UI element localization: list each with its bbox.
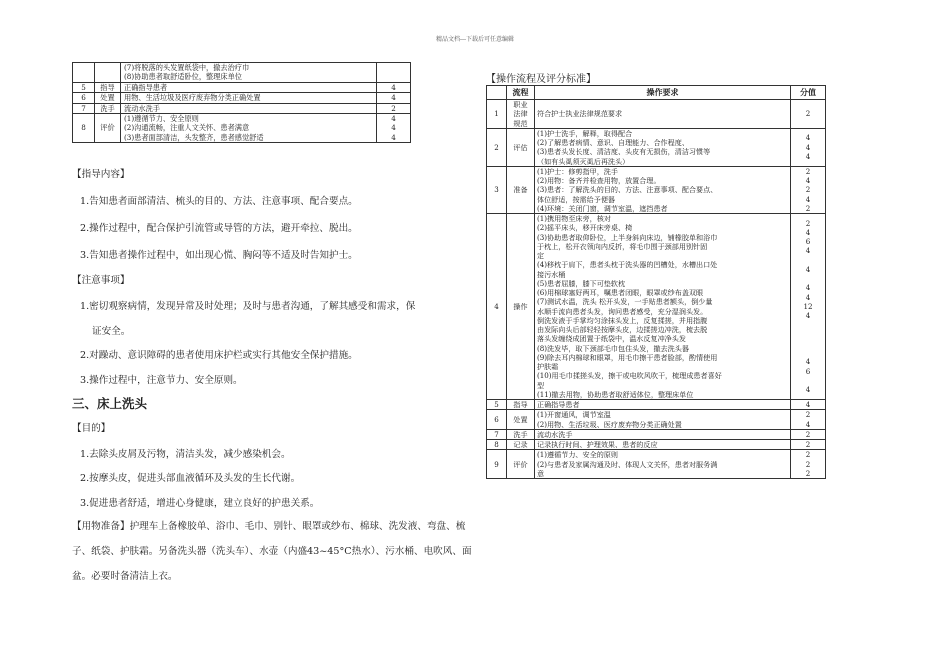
row-score: 4: [377, 82, 411, 92]
row-flow: 职业 法律 规范: [507, 100, 535, 129]
row-score: 4 4 4: [791, 128, 826, 166]
table-row: [487, 410, 826, 430]
purpose-item: 1.去除头皮屑及污物，清洁头发，减少感染机会。: [80, 449, 291, 460]
left-scoring-table: [72, 62, 411, 143]
row-score: 2: [377, 103, 411, 113]
row-requirement: 正确指导患者: [535, 400, 791, 410]
row-num: 7: [487, 429, 507, 439]
notes-item: 3.操作过程中，注意节力、安全原则。: [80, 375, 243, 386]
purpose-item: 2.按摩头皮，促进头部血液循环及头发的生长代谢。: [80, 473, 301, 484]
row-flow: 洗手: [507, 429, 535, 439]
row-flow: 评估: [507, 128, 535, 166]
row-num: 5: [487, 400, 507, 410]
row-requirement: 流动水洗手: [121, 103, 377, 113]
row-num: [73, 63, 95, 83]
table-row: [487, 440, 826, 450]
table-row: [487, 100, 826, 129]
row-num: 7: [73, 103, 95, 113]
table-row: [487, 400, 826, 410]
row-label: 指导: [95, 82, 121, 92]
row-label: 洗手: [95, 103, 121, 113]
guide-item: 1.告知患者面部清洁、梳头的目的、方法、注意事项、配合要点。: [80, 196, 358, 207]
row-requirement: (1)遵循节力、安全的原则 (2)与患者及家属沟通及时、体现人文关怀，患者对服务满 意: [535, 450, 791, 479]
table-row: [73, 63, 411, 83]
table-row: [487, 128, 826, 166]
table-row: [487, 429, 826, 439]
table-row: [73, 103, 411, 113]
table-row: [487, 166, 826, 213]
notes-item: 1.密切观察病情，发现异常及时处理；及时与患者沟通，了解其感受和需求，保: [80, 301, 416, 312]
row-score: 4: [791, 400, 826, 410]
table-header-row: [487, 86, 826, 100]
table-row: [73, 82, 411, 92]
row-flow: 记录: [507, 440, 535, 450]
row-requirement: 记录执行时间、护理效果、患者的反应: [535, 440, 791, 450]
row-label: 评价: [95, 114, 121, 143]
notes-heading: 【注意事项】: [72, 275, 130, 286]
row-num: 3: [487, 166, 507, 213]
section-title: 三、床上洗头: [72, 396, 148, 411]
row-num: 8: [487, 440, 507, 450]
row-score: 2 2 2: [791, 450, 826, 479]
notes-item: 2.对躁动、意识障碍的患者使用床护栏或实行其他安全保护措施。: [80, 350, 358, 361]
page-header: 精品文档---下载后可任意编辑: [435, 36, 515, 43]
row-num: 9: [487, 450, 507, 479]
equipment-text: 护理车上备橡胶单、浴巾、毛巾、别针、眼罩或纱布、棉球、洗发液、弯盘、梳子、纸袋、护肤霜。另备洗头器（洗头车）、水壶（内盛43~45°C热水）、污水桶、电吹风、面盆。必要时备清洁上衣。: [72, 521, 472, 582]
row-requirement: (1)护士：修剪指甲，洗手 (2)用物：备齐并检查用物，放置合理。 (3)患者：了解洗头的目的、方法、注意事项、配合要点、 体位舒适，按需给予便器 (4)环境：关闭门窗，调节室温，遮挡患者: [535, 166, 791, 213]
table-row: [73, 114, 411, 143]
row-score: 2 4 2 4 2: [791, 166, 826, 213]
row-score: 2: [791, 100, 826, 129]
table-row: [487, 450, 826, 479]
row-score: [377, 63, 411, 83]
row-label: 处置: [95, 93, 121, 103]
row-requirement: (1)护士洗手，解释，取得配合 (2)了解患者病情、意识、自理能力、合作程度、 (3)患者头发长度、清洁度、头皮有无损伤，清洁习惯等 （如有头虱须灭虱后再洗头）: [535, 128, 791, 166]
row-score: 2: [791, 429, 826, 439]
row-requirement: 流动水洗手: [535, 429, 791, 439]
row-score: 4: [377, 93, 411, 103]
row-num: 2: [487, 128, 507, 166]
purpose-item: 3.促进患者舒适，增进心身健康，建立良好的护患关系。: [80, 498, 320, 509]
row-requirement: (1)开窗通风，调节室温 (2)用物、生活垃圾、医疗废弃物分类正确处置: [535, 410, 791, 430]
right-title: 【操作流程及评分标准】: [486, 74, 596, 85]
guide-heading: 【指导内容】: [72, 169, 130, 180]
row-requirement: (1)携用物至床旁，核对 (2)摇平床头，移开床旁桌、椅 (3)协助患者取仰卧位，上半身斜向床边，铺橡胶单和浴巾 于枕上，松开衣领向内反折，将毛巾围于颈部用别针固 定 (4)移枕于肩下，患者头枕于洗头器的凹槽处，水槽出口处 接污水桶 (5)患者屈膝，膝下可垫软枕 (6)用棉球塞好两耳，嘱患者闭眼，眼罩或纱布盖双眼 (7)测试水温，洗头 松开头发，一手贴患者额头，倒少量 水顺手流向患者头发，询问患者感受，充分湿润头发。 倒洗发液于手掌均匀涂抹头发上，反复揉搓，并用指腹 由发际向头后部轻轻按摩头皮，边揉搓边冲洗，梳去脱 落头发缠绕成团置于纸袋中，温水反复冲净头发 (8)洗发毕，取下颈部毛巾包住头发，撤去洗头器 (9)除去耳内棉球和眼罩，用毛巾擦干患者脸部，酌情使用 护肤霜 (10)用毛巾揉搓头发，擦干或电吹风吹干，梳理成患者喜好 型 (11)撤去用物，协助患者取舒适体位，整理床单位: [535, 214, 791, 400]
row-requirement: 用物、生活垃圾及医疗废弃物分类正确处置: [121, 93, 377, 103]
row-label: [95, 63, 121, 83]
row-requirement: (1)遵循节力、安全原则 (2)沟通流畅，注重人文关怀、患者满意 (3)患者面部清洁，头发整齐，患者感觉舒适: [121, 114, 377, 143]
row-flow: 处置: [507, 410, 535, 430]
row-flow: 准备: [507, 166, 535, 213]
row-num: 5: [73, 82, 95, 92]
row-num: 8: [73, 114, 95, 143]
row-requirement: 正确指导患者: [121, 82, 377, 92]
header-score: 分值: [791, 86, 826, 100]
row-score: 4 4 4: [377, 114, 411, 143]
row-requirement: 符合护士执业法律规范要求: [535, 100, 791, 129]
header-num: [487, 86, 507, 100]
header-flow: 流程: [507, 86, 535, 100]
row-score: 2 4 6 4 4 4 4 12 4 4 6 4: [791, 214, 826, 400]
notes-item: 证安全。: [92, 326, 131, 337]
guide-item: 2.操作过程中，配合保护引流管或导管的方法，避开牵拉、脱出。: [80, 223, 358, 234]
equipment-paragraph: [72, 514, 472, 589]
row-num: 6: [73, 93, 95, 103]
row-score: 2: [791, 440, 826, 450]
header-requirement: 操作要求: [535, 86, 791, 100]
purpose-heading: 【目的】: [72, 423, 111, 434]
row-score: 2 4: [791, 410, 826, 430]
table-row: [487, 214, 826, 400]
row-num: 1: [487, 100, 507, 129]
guide-item: 3.告知患者操作过程中，如出现心慌、胸闷等不适及时告知护士。: [80, 250, 358, 261]
row-flow: 指导: [507, 400, 535, 410]
equipment-heading: 【用物准备】: [72, 521, 130, 532]
row-flow: 评价: [507, 450, 535, 479]
row-requirement: (7)将脱落的头发置纸袋中，撤去治疗巾 (8)协助患者取舒适卧位，整理床单位: [121, 63, 377, 83]
row-num: 4: [487, 214, 507, 400]
row-num: 6: [487, 410, 507, 430]
operation-scoring-table: [486, 85, 826, 479]
table-row: [73, 93, 411, 103]
row-flow: 操作: [507, 214, 535, 400]
